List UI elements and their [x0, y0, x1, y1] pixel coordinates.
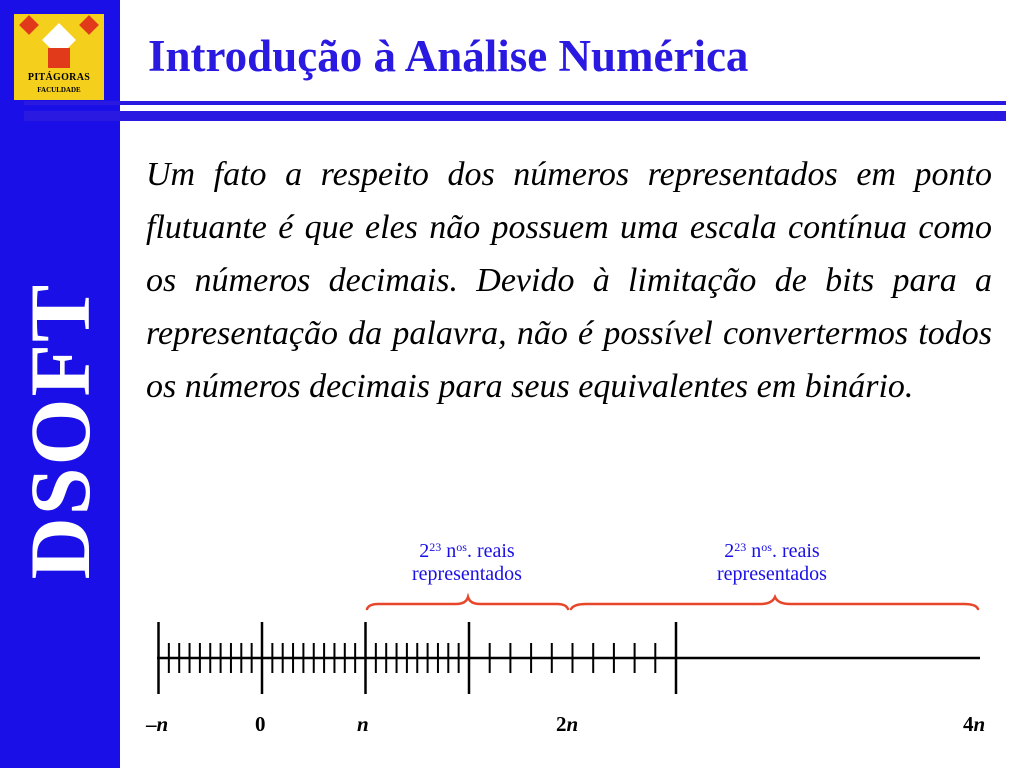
slide-title: Introdução à Análise Numérica	[148, 31, 749, 81]
brace-label-line2: representados	[412, 563, 522, 585]
brace-label-line2: representados	[717, 563, 827, 585]
slide-body-text: Um fato a respeito dos números representados em ponto flutuante é que eles não possuem uma escala contínua como os números decimais. Devido à limitação de bits para a representação da palavra, não é possível convertermos todos os números decimais para seus equivalentes em binário.	[146, 156, 992, 405]
brace-right	[571, 597, 978, 609]
logo-subtitle: FACULDADE	[37, 86, 81, 94]
brace-label-line1: $2^{23}$ $n^{os}$. reais	[724, 540, 820, 562]
braces	[367, 597, 978, 609]
brace-label-line1: $2^{23}$ $n^{os}$. reais	[419, 540, 515, 562]
logo-name: PITÁGORAS	[27, 72, 91, 83]
axis-label-n: n	[357, 712, 369, 736]
brand-vertical-text: DSOFT	[12, 282, 108, 580]
axis-label-zero: 0	[255, 712, 266, 736]
axis-label-2n: 2n	[556, 712, 579, 736]
axis-label-minus-n: –n	[146, 712, 169, 736]
axis-label-4n: 4n	[963, 712, 986, 736]
brace-left	[367, 597, 568, 609]
